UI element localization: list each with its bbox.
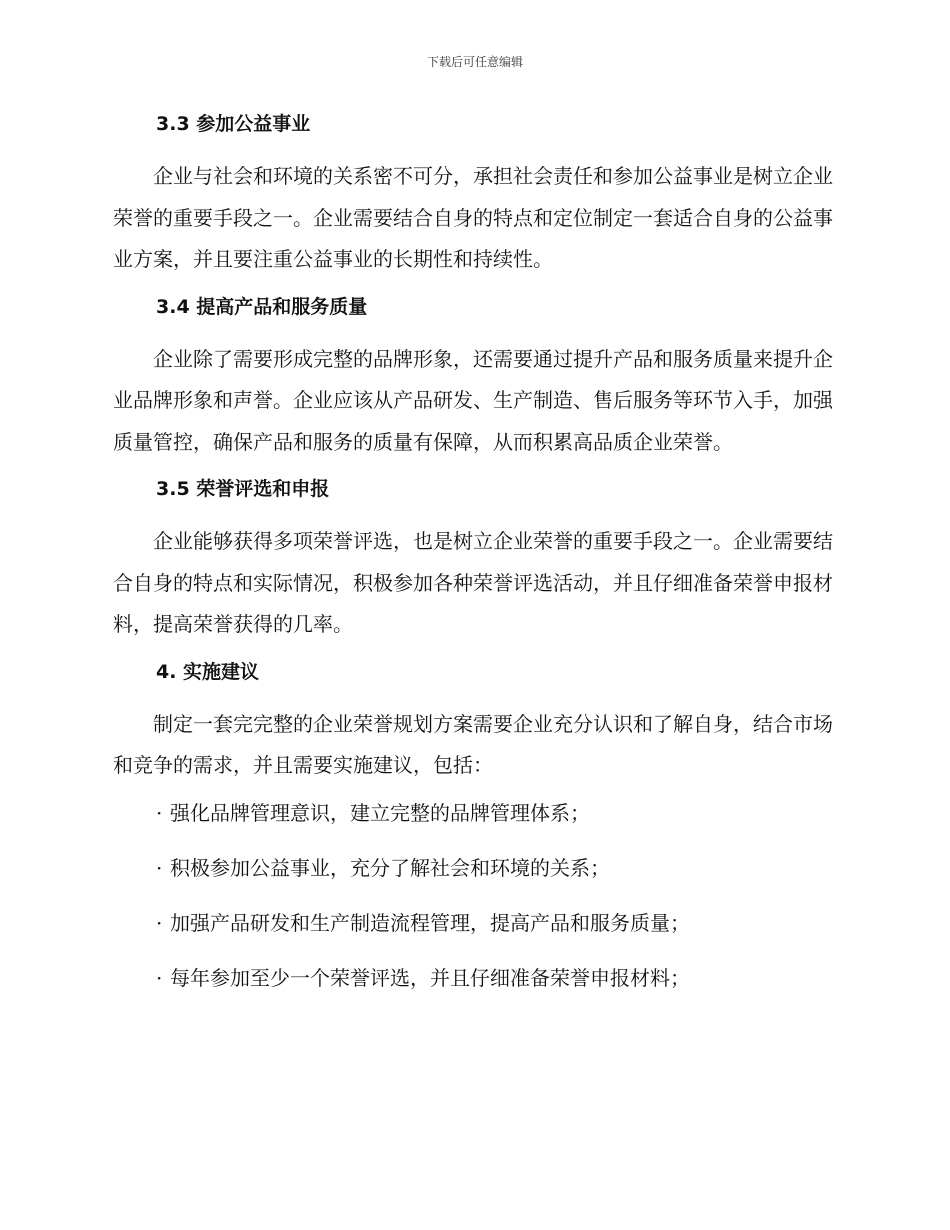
list-item (113, 799, 833, 827)
list-item (113, 909, 833, 937)
document-body (113, 110, 833, 1019)
recommendation-list (113, 799, 833, 992)
section-heading-3-3: 3.3 参加公益事业 (156, 113, 311, 135)
bullet-icon: · (156, 965, 163, 990)
section-paragraph-3-4: 企业除了需要形成完整的品牌形象，还需要通过提升产品和服务质量来提升企业品牌形象和声誉。企业应该从产品研发、生产制造、售后服务等环节入手，加强质量管控，确保产品和服务的质量有保障，从而积累高品质企业荣誉。 (113, 346, 833, 454)
list-item-text: 每年参加至少一个荣誉评选，并且仔细准备荣誉申报材料； (170, 965, 690, 990)
list-item-text: 强化品牌管理意识，建立完整的品牌管理体系； (170, 800, 590, 825)
bullet-icon: · (156, 800, 163, 825)
list-item (113, 964, 833, 992)
section-heading-3-5: 3.5 荣誉评选和申报 (156, 478, 330, 500)
section-paragraph-3-5: 企业能够获得多项荣誉评选，也是树立企业荣誉的重要手段之一。企业需要结合自身的特点和实际情况，积极参加各种荣誉评选活动，并且仔细准备荣誉申报材料，提高荣誉获得的几率。 (113, 529, 833, 636)
list-item-text: 积极参加公益事业，充分了解社会和环境的关系； (170, 855, 610, 880)
bullet-icon: · (156, 910, 163, 935)
list-item (113, 854, 833, 882)
section-heading-4: 4. 实施建议 (156, 660, 260, 683)
page-header: 下载后可任意编辑 (426, 55, 523, 69)
section-paragraph-4: 制定一套完完整的企业荣誉规划方案需要企业充分认识和了解自身，结合市场和竞争的需求，并且需要实施建议，包括： (113, 711, 833, 777)
section-heading-3-4: 3.4 提高产品和服务质量 (156, 295, 368, 318)
bullet-icon: · (156, 855, 163, 880)
section-paragraph-3-3: 企业与社会和环境的关系密不可分，承担社会责任和参加公益事业是树立企业荣誉的重要手段之一。企业需要结合自身的特点和定位制定一套适合自身的公益事业方案，并且要注重公益事业的长期性和持续性。 (113, 164, 833, 271)
list-item-text: 加强产品研发和生产制造流程管理，提高产品和服务质量； (170, 910, 690, 935)
